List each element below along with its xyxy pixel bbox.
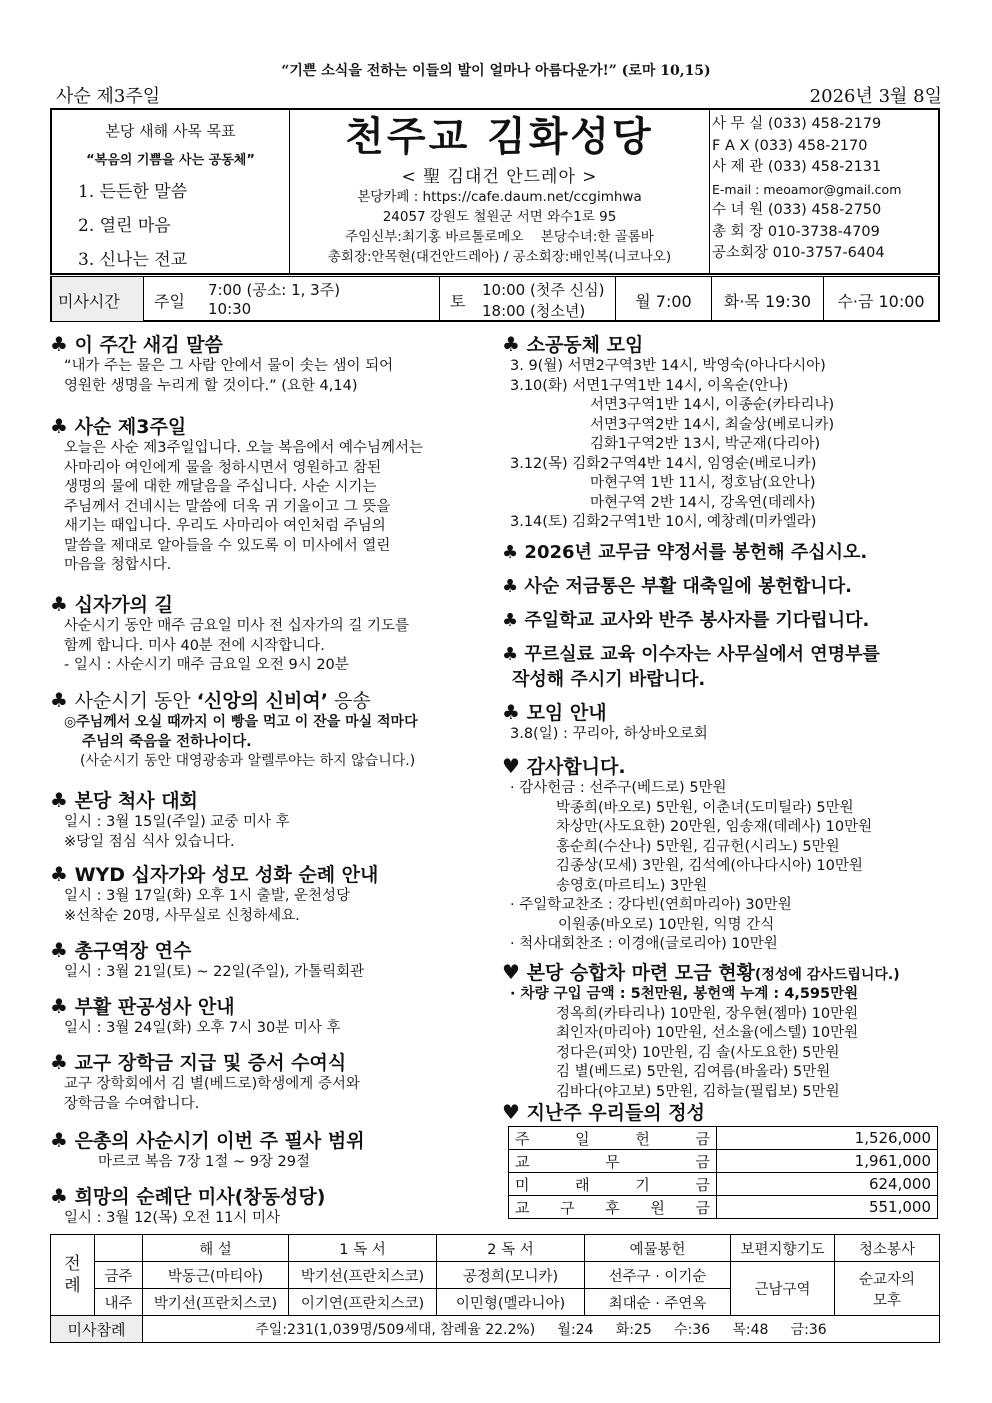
club-icon: ♣ <box>50 688 68 712</box>
club-icon: ♣ <box>502 332 520 356</box>
mass-sunday-time-2: 10:30 <box>208 300 252 318</box>
notice-cursillo <box>502 642 880 692</box>
mass-wed-fri <box>824 277 938 321</box>
table-row <box>509 1173 938 1196</box>
parish-patron: < 聖 김대건 안드레아 > <box>401 167 598 187</box>
verse-line: “내가 주는 물은 그 사람 안에서 물이 솟는 샘이 되어 <box>64 358 394 374</box>
goal-item: 3. 신나는 전교 <box>78 250 188 270</box>
mass-monday-time: 월 7:00 <box>635 292 692 311</box>
mass-saturday <box>440 277 616 321</box>
club-icon: ♣ <box>502 576 519 597</box>
donation-line: 김바다(야고보) 5만원, 김하늘(필립보) 5만원 <box>556 1083 840 1100</box>
club-icon: ♣ <box>502 700 520 724</box>
section-leaders-training <box>50 936 364 983</box>
notice-text: 주일학교 교사와 반주 봉사자를 기다립니다. <box>524 610 870 631</box>
paragraph-line: 새기는 때입니다. 우리도 사마리아 여인처럼 주님의 <box>64 518 386 534</box>
section-title-note: (정성에 감사드립니다.) <box>754 967 900 983</box>
donation-line: 김 별(베드로) 5만원, 김여름(바올라) 5만원 <box>556 1064 831 1080</box>
mass-label-cell <box>52 277 144 321</box>
club-icon: ♣ <box>50 332 68 356</box>
section-thanks <box>502 752 872 955</box>
section-title: 지난주 우리들의 정성 <box>526 1102 705 1124</box>
section-yut-contest <box>50 786 290 852</box>
section-title: 감사합니다. <box>526 756 626 778</box>
paragraph-line: 주님께서 건네시는 말씀에 더욱 귀 기울이고 그 뜻을 <box>64 498 391 515</box>
club-icon: ♣ <box>50 938 68 962</box>
heart-icon: ♥ <box>502 1100 520 1124</box>
schedule-line: 3.10(화) 서면1구역1반 14시, 이옥순(안나) <box>510 377 789 394</box>
offering-value: 1,526,000 <box>717 1127 938 1150</box>
roster-cell: 박기선(프란치스코) <box>289 1262 437 1289</box>
donation-line: 정옥희(카타리나) 10만원, 장우현(젬마) 10만원 <box>556 1005 859 1022</box>
goal-item: 2. 열린 마음 <box>78 216 171 236</box>
roster-cleaning-line: 모후 <box>872 1292 901 1309</box>
table-row <box>509 1150 938 1173</box>
motto: “기쁜 소식을 전하는 이들의 발이 얼마나 아름다운가!” (로마 10,15) <box>281 63 711 79</box>
club-icon: ♣ <box>502 610 519 631</box>
club-icon: ♣ <box>50 1184 68 1208</box>
notice-text: 사순 저금통은 부활 대축일에 봉헌합니다. <box>524 576 852 597</box>
parish-clergy: 주임신부:최기홍 바르톨로메오 본당수녀:한 골롬바 <box>345 229 654 245</box>
section-title-b: ‘신앙의 신비여’ <box>196 690 328 712</box>
roster-header: 2 독 서 <box>437 1235 585 1262</box>
section-title-c: 응송 <box>327 690 371 712</box>
roster-week: 금주 <box>95 1262 143 1289</box>
section-title: 부활 판공성사 안내 <box>74 996 235 1018</box>
section-title: 본당 척사 대회 <box>74 790 198 812</box>
goals-slogan: “복음의 기쁨을 사는 공동체” <box>86 153 255 168</box>
parish-council: 총회장:안목현(대건안드레아) / 공소회장:배인복(니코나오) <box>327 249 672 265</box>
offering-table <box>508 1126 938 1219</box>
section-offerings <box>502 1098 705 1125</box>
acclamation-note: (사순시기 동안 대영광송과 알렐루야는 하지 않습니다.) <box>80 753 416 769</box>
paragraph-line: ※당일 점심 식사 있습니다. <box>64 833 235 850</box>
club-icon: ♣ <box>50 1128 68 1152</box>
contact-list <box>712 114 940 265</box>
table-row <box>509 1127 938 1150</box>
donation-line: 정다은(피앗) 10만원, 김 솔(사도요한) 5만원 <box>556 1044 840 1061</box>
donation-line: 최인자(마리아) 10만원, 선소율(에스텔) 10만원 <box>556 1025 859 1041</box>
mass-schedule <box>50 276 940 322</box>
mass-monday <box>616 277 712 321</box>
parish-info <box>290 110 710 273</box>
roster-header: 1 독 서 <box>289 1235 437 1262</box>
contact-convent: 수 녀 원 (033) 458-2750 <box>712 202 882 218</box>
roster-cell: 최대순 · 주연옥 <box>585 1289 731 1316</box>
section-scholarship <box>50 1048 360 1114</box>
section-word <box>50 330 393 396</box>
contact-president: 총 회 장 010-3738-4709 <box>712 223 880 240</box>
bulletin-date: 2026년 3월 8일 <box>809 86 942 107</box>
donation-line: · 척사대회찬조 : 이경애(글로리아) 10만원 <box>510 936 778 952</box>
offering-label: 미 래 기 금 <box>509 1173 717 1196</box>
section-title: 십자가의 길 <box>74 594 173 616</box>
contact-mission-president: 공소회장 010-3757-6404 <box>712 245 885 261</box>
section-van-fund <box>502 958 900 1102</box>
notice-savings <box>502 574 852 599</box>
roster-cleaning <box>835 1262 940 1316</box>
notice-text: 2026년 교무금 약정서를 봉헌해 주십시오. <box>524 542 868 563</box>
section-meetings <box>502 698 708 745</box>
verse-line: 영원한 생명을 누리게 할 것이다.” (요한 4,14) <box>64 377 358 394</box>
club-icon: ♣ <box>50 592 68 616</box>
paragraph-line: - 일시 : 사순시기 매주 금요일 오전 9시 20분 <box>64 657 349 673</box>
section-stations <box>50 590 409 676</box>
table-row <box>509 1196 938 1219</box>
roster-header: 보편지향기도 <box>731 1235 835 1262</box>
schedule-line: 3. 9(월) 서면2구역3반 14시, 박영숙(아나다시아) <box>510 358 826 374</box>
heart-icon: ♥ <box>502 960 520 984</box>
club-icon: ♣ <box>502 644 519 665</box>
schedule-line: 서면3구역1반 14시, 이종순(카타리나) <box>590 397 835 413</box>
pastoral-goals <box>52 110 290 273</box>
paragraph-line: ※선착순 20명, 사무실로 신청하세요. <box>64 907 300 924</box>
offering-label: 주 일 헌 금 <box>509 1127 717 1150</box>
paragraph-line: 일시 : 3월 17일(화) 오후 1시 출발, 운천성당 <box>64 888 351 904</box>
notice-text: 꾸르실료 교육 이수자는 사무실에서 연명부를 <box>524 644 880 665</box>
parish-address: 24057 강원도 철원군 서면 와수1로 95 <box>382 209 617 225</box>
schedule-line: 마현구역 1반 11시, 정호남(요안나) <box>590 475 816 491</box>
paragraph-line: 3.8(일) : 꾸리아, 하상바오로회 <box>510 726 708 742</box>
section-title: 은총의 사순시기 이번 주 필사 범위 <box>74 1130 365 1152</box>
contact-email: E-mail : meoamor@gmail.com <box>712 181 902 197</box>
section-title: WYD 십자가와 성모 성화 순례 안내 <box>74 864 379 886</box>
roster-side-label: 전 례 <box>51 1235 95 1316</box>
section-wyd <box>50 860 378 926</box>
paragraph-line: 일시 : 3월 15일(주일) 교중 미사 후 <box>64 814 290 830</box>
section-lent <box>50 412 423 576</box>
paragraph-line: 생명의 물에 대한 깨달음을 주십니다. 사순 시기는 <box>64 479 377 495</box>
section-title: 교구 장학금 지급 및 증서 수여식 <box>74 1052 347 1074</box>
attendance-label: 미사참례 <box>51 1316 143 1343</box>
mass-tue-thu-time: 화·목 19:30 <box>723 292 812 311</box>
roster-header: 예물봉헌 <box>585 1235 731 1262</box>
parish-cafe: 본당카페 : https://cafe.daum.net/ccgimhwa <box>357 189 642 205</box>
schedule-line: 김화1구역2반 13시, 박군재(다리아) <box>590 436 821 452</box>
mass-wed-fri-time: 수·금 10:00 <box>837 292 925 311</box>
parish-name: 천주교 김화성당 <box>345 113 654 160</box>
roster-row-this-week <box>51 1262 940 1289</box>
paragraph-line: 오늘은 사순 제3주일입니다. 오늘 복음에서 예수님께서는 <box>64 440 424 456</box>
mass-tue-thu <box>712 277 824 321</box>
section-acclamation <box>50 686 418 772</box>
roster-cell: 공정희(모니카) <box>437 1262 585 1289</box>
roster-cell: 이기연(프란치스코) <box>289 1289 437 1316</box>
paragraph-line: 일시 : 3월 21일(토) ~ 22일(주일), 가톨릭회관 <box>64 964 365 980</box>
liturgy-roster <box>50 1234 940 1343</box>
club-icon: ♣ <box>50 994 68 1018</box>
section-transcription <box>50 1126 365 1173</box>
paragraph-line: 일시 : 3월 12(목) 오전 11시 미사 <box>64 1210 281 1226</box>
notice-pledge <box>502 540 867 565</box>
section-title: 이 주간 새김 말씀 <box>74 334 223 356</box>
paragraph-line: 말씀을 제대로 알아들을 수 있도록 이 미사에서 열린 <box>64 537 391 554</box>
acclamation-line: ◎주님께서 오실 때까지 이 빵을 먹고 이 잔을 마실 적마다 <box>64 714 418 730</box>
liturgical-week: 사순 제3주일 <box>56 86 161 107</box>
offering-label: 교 무 금 <box>509 1150 717 1173</box>
paragraph-line: 사순시기 동안 매주 금요일 미사 전 십자가의 길 기도를 <box>64 618 410 634</box>
donation-line: 차상만(사도요한) 20만원, 임송재(데레사) 10만원 <box>556 819 873 835</box>
roster-header: 해 설 <box>143 1235 289 1262</box>
roster-header-row <box>51 1235 940 1262</box>
section-pilgrim-mass <box>50 1182 325 1229</box>
notice-text: 작성해 주시기 바랍니다. <box>512 669 706 690</box>
club-icon: ♣ <box>502 542 519 563</box>
mass-sunday-time-1: 7:00 (공소: 1, 3주) <box>208 281 341 299</box>
paragraph-line: 함께 합니다. 미사 40분 전에 시작합니다. <box>64 637 325 654</box>
roster-cell: 선주구 · 이기순 <box>585 1262 731 1289</box>
paragraph-line: 장학금을 수여합니다. <box>64 1095 200 1112</box>
section-title-a: 사순시기 동안 <box>74 690 197 712</box>
section-title: 총구역장 연수 <box>74 940 192 962</box>
goals-title: 본당 새해 사목 목표 <box>105 122 236 140</box>
roster-cell: 이민형(멜라니아) <box>437 1289 585 1316</box>
contact-office: 사 무 실 (033) 458-2179 <box>712 116 882 132</box>
donation-line: · 감사헌금 : 선주구(베드로) 5만원 <box>510 780 727 796</box>
mass-saturday-label: 토 <box>450 292 466 311</box>
donation-line: 박종희(바오로) 5만원, 이춘녀(도미틸라) 5만원 <box>556 799 854 816</box>
fund-total: · 차량 구입 금액 : 5천만원, 봉헌액 누계 : 4,595만원 <box>510 986 859 1002</box>
paragraph-line: 일시 : 3월 24일(화) 오후 7시 30분 미사 후 <box>64 1020 341 1036</box>
attendance-values: 주일:231(1,039명/509세대, 참례율 22.2%) 월:24 화:25 수:36 목:48 금:36 <box>143 1316 940 1343</box>
paragraph-line: 마르코 복음 7장 1절 ~ 9장 29절 <box>98 1154 310 1170</box>
donation-line: 이원종(바오로) 10만원, 익명 간식 <box>558 916 775 933</box>
section-title: 희망의 순례단 미사(창동성당) <box>74 1186 326 1208</box>
goal-item: 1. 든든한 말씀 <box>78 182 188 202</box>
roster-cell: 박기선(프란치스코) <box>143 1289 289 1316</box>
mass-label: 미사시간 <box>58 292 120 311</box>
paragraph-line: 마음을 청합시다. <box>64 557 172 573</box>
offering-label: 교 구 후 원 금 <box>509 1196 717 1219</box>
offering-value: 624,000 <box>717 1173 938 1196</box>
club-icon: ♣ <box>50 788 68 812</box>
section-title: 소공동체 모임 <box>526 334 644 356</box>
donation-line: 홍순희(수산나) 5만원, 김규헌(시리노) 5만원 <box>556 838 840 855</box>
schedule-line: 마현구역 2반 14시, 강옥연(데레사) <box>590 494 816 511</box>
offering-value: 551,000 <box>717 1196 938 1219</box>
masthead <box>50 108 940 275</box>
mass-sunday-label: 주일 <box>154 292 185 311</box>
paragraph-line: 교구 장학회에서 김 별(베드로)학생에게 증서와 <box>64 1076 360 1092</box>
donation-line: 송영호(마르티노) 3만원 <box>556 877 708 894</box>
mass-saturday-time-1: 10:00 (첫주 신심) <box>482 281 605 299</box>
club-icon: ♣ <box>50 1050 68 1074</box>
roster-week: 내주 <box>95 1289 143 1316</box>
section-title: 모임 안내 <box>526 702 607 724</box>
club-icon: ♣ <box>50 414 68 438</box>
section-title: 사순 제3주일 <box>74 416 187 438</box>
schedule-line: 3.14(토) 김화2구역1반 10시, 예창례(미카엘라) <box>510 514 817 530</box>
heart-icon: ♥ <box>502 754 520 778</box>
donation-line: · 주일학교찬조 : 강다빈(연희마리아) 30만원 <box>510 897 792 913</box>
acclamation-line: 주님의 죽음을 전하나이다. <box>82 733 252 750</box>
schedule-line: 서면3구역2반 14시, 최술상(베로니카) <box>590 416 835 433</box>
roster-corner <box>95 1235 143 1262</box>
section-small-communities <box>502 330 834 533</box>
mass-saturday-time-2: 18:00 (청소년) <box>482 302 586 320</box>
contact-fax: F A X (033) 458-2170 <box>712 137 868 154</box>
roster-header: 청소봉사 <box>835 1235 940 1262</box>
donation-line: 김종상(모세) 3만원, 김석예(아나다시아) 10만원 <box>556 858 863 874</box>
roster-attendance-row <box>51 1316 940 1343</box>
offering-value: 1,961,000 <box>717 1150 938 1173</box>
section-easter-confession <box>50 992 341 1039</box>
roster-prayer: 근남구역 <box>731 1262 835 1316</box>
mass-sunday <box>144 277 440 321</box>
roster-cleaning-line: 순교자의 <box>858 1271 916 1288</box>
notice-volunteers <box>502 608 869 633</box>
club-icon: ♣ <box>50 862 68 886</box>
contact-rectory: 사 제 관 (033) 458-2131 <box>712 159 882 175</box>
schedule-line: 3.12(목) 김화2구역4반 14시, 임영순(베로니카) <box>510 455 817 472</box>
section-title: 본당 승합차 마련 모금 현황 <box>526 962 755 984</box>
roster-cell: 박동근(마티아) <box>143 1262 289 1289</box>
paragraph-line: 사마리아 여인에게 물을 청하시면서 영원하고 참된 <box>64 459 382 476</box>
